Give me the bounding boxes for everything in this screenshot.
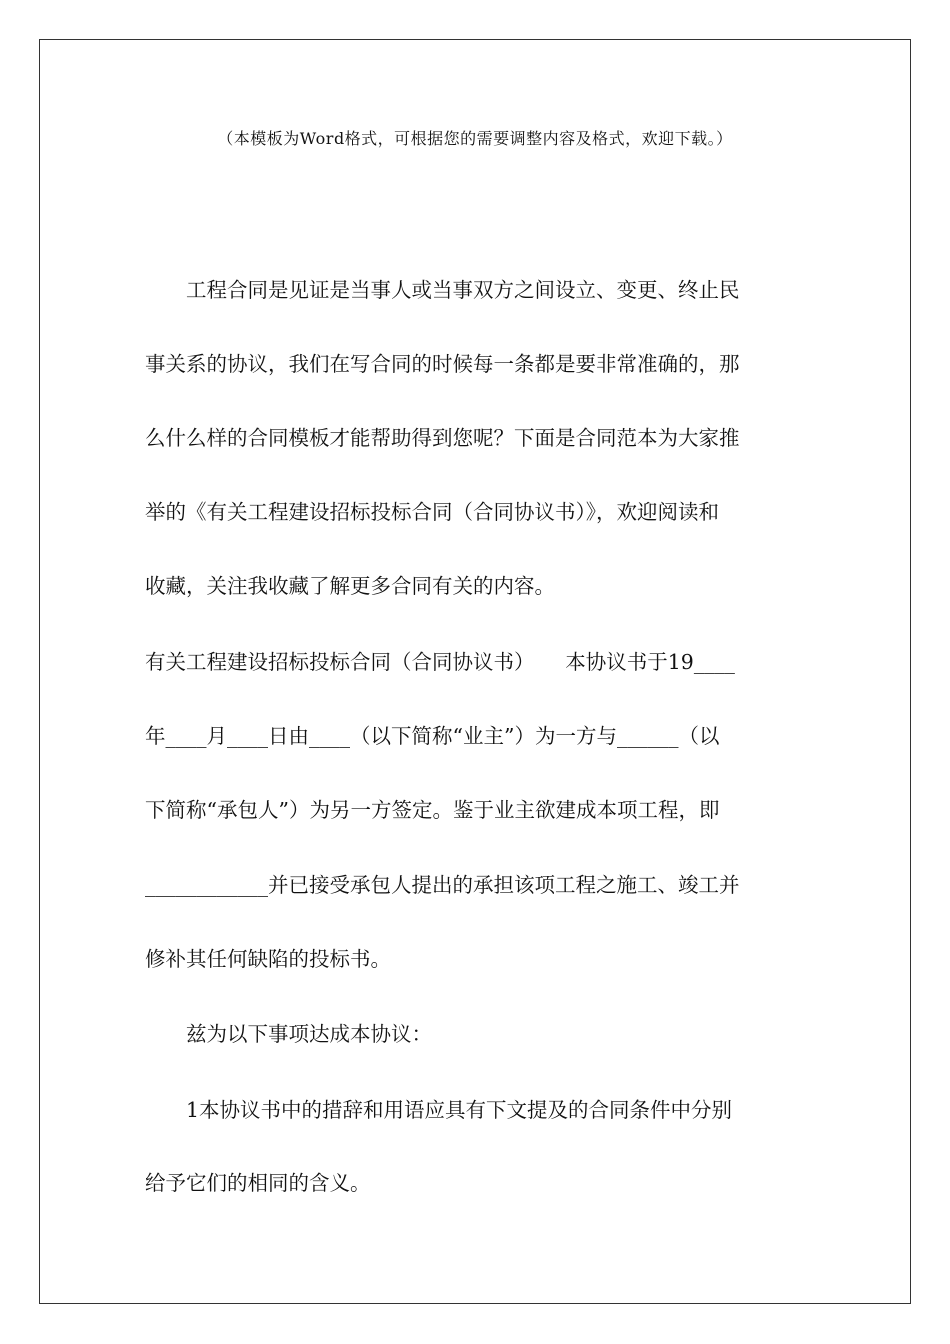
body-line-2: 事关系的协议，我们在写合同的时候每一条都是要非常准确的，那 — [145, 352, 740, 376]
body-line-6: 有关工程建设招标投标合同（合同协议书） 本协议书于19____ — [145, 650, 735, 674]
body-line-12: 1本协议书中的措辞和用语应具有下文提及的合同条件中分别 — [145, 1098, 733, 1122]
body-line-5: 收藏，关注我收藏了解更多合同有关的内容。 — [145, 574, 555, 598]
template-note: （本模板为Word格式，可根据您的需要调整内容及格式，欢迎下载。） — [217, 129, 733, 148]
body-line-11: 兹为以下事项达成本协议： — [145, 1022, 432, 1046]
body-line-9: ____________并已接受承包人提出的承担该项工程之施工、竣工并 — [145, 873, 740, 897]
body-line-1: 工程合同是见证是当事人或当事双方之间设立、变更、终止民 — [145, 278, 740, 302]
body-line-3: 么什么样的合同模板才能帮助得到您呢？下面是合同范本为大家推 — [145, 426, 740, 450]
body-line-4: 举的《有关工程建设招标投标合同（合同协议书）》，欢迎阅读和 — [145, 500, 719, 524]
body-line-13: 给予它们的相同的含义。 — [145, 1171, 371, 1195]
body-line-10: 修补其任何缺陷的投标书。 — [145, 947, 391, 971]
body-line-7: 年____月____日由____（以下简称“业主”）为一方与______（以 — [145, 724, 720, 748]
body-line-8: 下简称“承包人”）为另一方签定。鉴于业主欲建成本项工程，即 — [145, 798, 720, 822]
